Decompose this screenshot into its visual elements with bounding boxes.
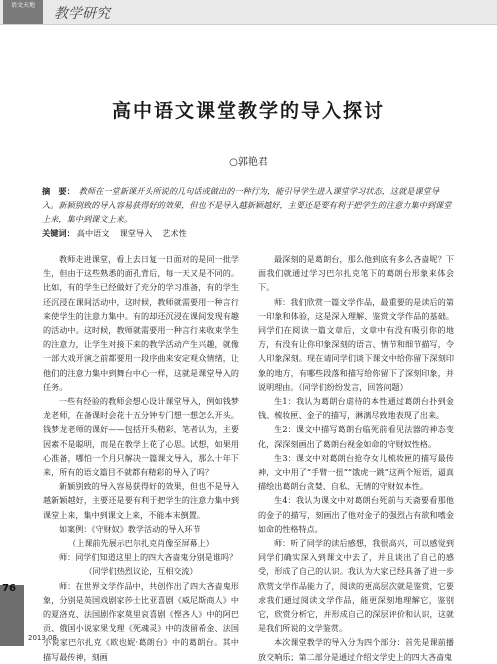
page-number: 76 <box>2 583 16 594</box>
paragraph: 教师走进课堂，看上去日复一日面对的是同一批学生，但由于这些熟悉的面孔背后，每一天又是不同的。比如，有的学生已经做好了充分的学习准备，有的学生还沉浸在课间活动中，这时候，教师就需要用一种言行来使学生的注意力集中。有的却还沉浸在课间发现有趣的活动中。这时候，教师就需要用一种言行来收束学生的注意力，让学生对接下来的教学活动产生兴趣，就像一部大戏开演之前都要用一段序曲来安定观众情绪，让他们的注意力集中到舞台中心一样，这就是课堂导入的任务。 <box>43 254 239 392</box>
keywords-label: 关键词： <box>42 228 75 238</box>
keyword: 艺术性 <box>162 228 187 238</box>
section-title: 教学研究 <box>54 6 110 22</box>
paragraph: 生4：我认为课文中对葛朗台死前与天斋要看那他的金子的描写，刻画出了他对金子的强烈占有欲和嗜金如命的性格特点。 <box>258 495 454 534</box>
paragraph: （上课前先展示巴尔扎克肖像至屏幕上） <box>68 538 214 549</box>
paragraph: 最深刻的是葛朗台，那么他到底有多么吝啬呢？下面我们就通过学习巴尔扎克笔下的葛朗台形象来体会下。 <box>258 254 454 293</box>
paragraph: 师：我们欣赏一篇文学作品，最重要的是读后的第一印象和体验，这是深入理解、鉴赏文学作品的基础。同学们在阅读一篇文章后，文章中有没有吸引你的地方，有没有让你印象深刻的语言、情节和细节描写，令人印象深刻。现在请同学们谈下课文中给你留下深刻印象的地方，有哪些段落和描写给你留下了深刻印象，并说明理由。（同学们纷纷发言，回答问题） <box>258 296 454 392</box>
abstract-text: 教师在一堂新课开头所说的几句话或做出的一种行为，能引导学生进入课堂学习状态，这就是课堂导入。新颖别致的导入容易获得好的效果，但也不是导入越新颖越好，主要还是要有利于把学生的注意力集中到课堂上来，集中到课文上来。 <box>42 186 452 224</box>
keyword: 高中语文 <box>76 228 110 238</box>
journal-logo-text: 语文天地 <box>10 2 35 9</box>
paragraph: 新颖别致的导入容易获得好的效果，但也不是导入越新颖越好，主要还是要有利于把学生的注意力集中到课堂上来，集中到课文上来，不能本末倒置。 <box>43 481 239 520</box>
issue-date: 2013.08 <box>28 634 57 642</box>
right-column <box>258 252 454 664</box>
paragraph: 生2：课文中描写葛朗台临死前看见法器的神态变化，深深刻画出了葛朗台视金如命的守财奴性格。 <box>258 424 454 449</box>
header-bar <box>0 0 497 25</box>
keyword: 课堂导入 <box>119 228 153 238</box>
page-sidebar <box>0 585 24 646</box>
paragraph: 师：在世界文学作品中，共创作出了四大吝啬鬼形象，分别是英国戏剧家莎士比亚喜剧《威尼斯商人》中的夏洛克、法国剧作家莫里哀喜剧《悭吝人》中的阿巴贡、俄国小说家果戈理《死魂灵》中的泼留希金、法国小说家巴尔扎克《欧也妮·葛朗台》中的葛朗台。其中描写最传神，刻画 <box>43 580 239 662</box>
paragraph: 师：同学们知道这里上的四大吝啬鬼分别是谁吗？ <box>59 552 238 563</box>
paragraph: 一些有经验的教师会想心设计课堂导入，例如钱梦龙老师，在备课时会花十五分钟专门想一想怎么开头。钱梦龙老师的课好——包括开头精彩，笔者认为，主要因素不是聪明，而是在教学上花了心思。试想，如果用心准备，哪怕一个月只解决一篇课文导入，那么十年下来，所有的语文篇目不就都有精彩的导入了吗？ <box>43 396 239 478</box>
author: ○郭艳君 <box>229 157 268 168</box>
paragraph: 生3：课文中对葛朗台抢夺女儿梳妆匣的描写最传神，文中用了“手臂一扭”“饿虎一跳”这两个短语，逼真描绘出葛朗台贪婪、自私、无情的守财奴本性。 <box>258 452 454 492</box>
abstract-label: 摘 要： <box>42 186 75 196</box>
paragraph: 本次课堂教学的导入分为四个部分：首先是课前播放交响乐；第二部分是通过介绍文学史上的四大吝啬鬼 <box>258 637 454 662</box>
keywords <box>42 226 454 240</box>
abstract <box>42 184 454 226</box>
paragraph: （同学们热烈议论，互相交流） <box>84 566 198 577</box>
article-title: 高中语文课堂教学的导入探讨 <box>111 100 385 122</box>
left-column <box>43 252 239 664</box>
paragraph: 如案例：《守财奴》教学活动的导入环节 <box>59 523 201 534</box>
journal-logo <box>3 0 43 24</box>
paragraph: 师：听了同学的读后感想，我很高兴，可以感觉到同学们确实深入到课文中去了，并且谈出了自己的感受，形成了自己的认识。我认为大家已经具备了进一步欣赏文学作品能力了，阅读的更高层次就是鉴赏，它要求我们通过阅读文学作品，能更深刻地理解它，鉴别它，欣赏分析它，并形成自己的深层评价和认识，这就是我们所说的文学鉴赏。 <box>258 538 454 634</box>
paragraph: 生1：我认为葛朗台虐待的本性通过葛朗台扑到金钱、梳妆匣、金子的描写，淋漓尽致地表现了出来。 <box>258 396 454 421</box>
